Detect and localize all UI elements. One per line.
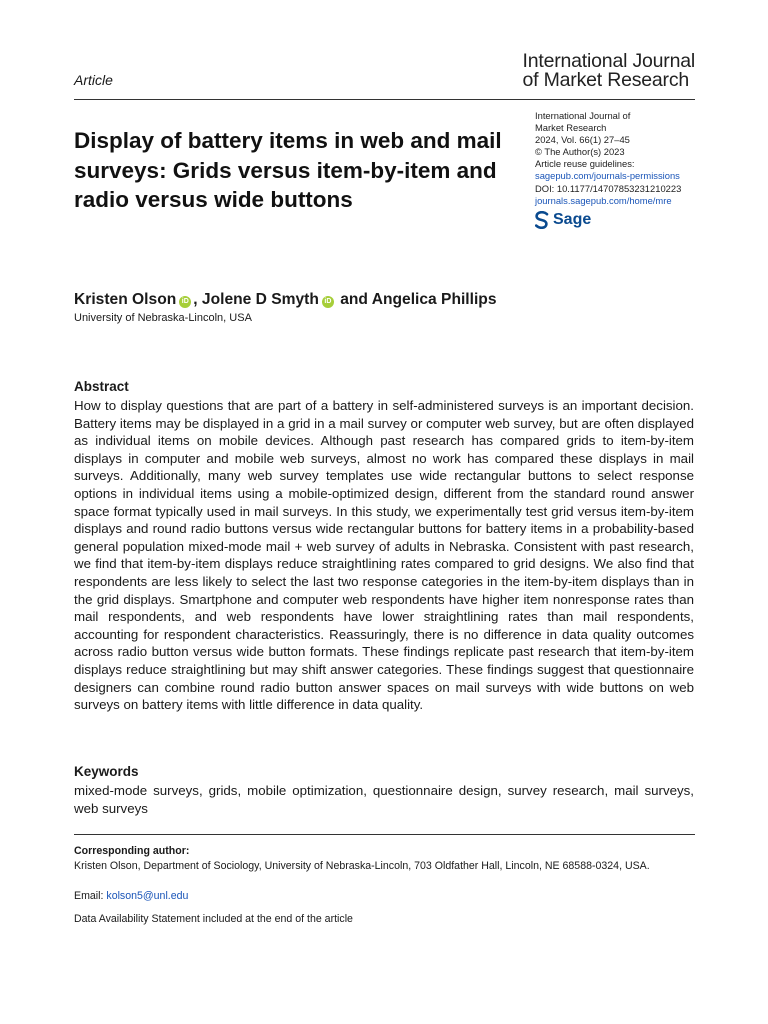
email-label: Email: [74, 890, 107, 902]
author-name: Angelica Phillips [371, 291, 497, 308]
header-divider [74, 99, 695, 100]
article-metadata [535, 110, 715, 229]
abstract-heading: Abstract [74, 379, 129, 394]
author-name: Kristen Olson [74, 291, 177, 308]
meta-copyright: © The Author(s) 2023 [535, 146, 625, 158]
meta-reuse-label: Article reuse guidelines: [535, 158, 635, 170]
meta-doi: DOI: 10.1177/14707853231210223 [535, 182, 682, 194]
author-separator: , [193, 291, 202, 308]
article-title: Display of battery items in web and mail surveys: Grids versus item-by-item and radio versus wide buttons [74, 128, 502, 212]
meta-journal-line1: International Journal of [535, 110, 631, 121]
email-link[interactable]: kolson5@unl.edu [106, 890, 189, 902]
orcid-icon[interactable]: iD [322, 296, 334, 308]
author-separator: and [335, 291, 372, 308]
data-availability-statement: Data Availability Statement included at the end of the article [74, 913, 353, 925]
corresponding-author-label: Corresponding author: [74, 845, 190, 857]
meta-volume: 2024, Vol. 66(1) 27–45 [535, 134, 630, 146]
reuse-permissions-link[interactable]: sagepub.com/journals-permissions [535, 170, 680, 182]
corresponding-author-address: Kristen Olson, Department of Sociology, University of Nebraska-Lincoln, 703 Oldfather Hall, Lincoln, NE 68588-0324, USA. [74, 860, 650, 872]
journal-home-link[interactable]: journals.sagepub.com/home/mre [535, 194, 672, 206]
abstract-text: How to display questions that are part of a battery in self-administered surveys is an important decision. Battery items may be displayed in a grid in a mail survey or computer web survey, but are often displayed as individual items on mobile devices. Although past research has compared grids to item-by-item displays in computer and mobile web surveys, almost no work has compared these displays in mail surveys. Additionally, many web survey templates use wide rectangular buttons to select response options in individual items using a mobile-optimized design, different from the standard round answer space format typically used in mail surveys. In this study, we experimentally test grid versus item-by-item displays and round radio buttons versus wide rectangular buttons for battery items in a probability-based general population mixed-mode mail + web survey of adults in Nebraska. Consistent with past research, we find that item-by-item displays reduce straightlining rates compared to grid designs. We also find that respondents are less likely to select the last two response categories in the item-by-item displays than in the grid displays. Smartphone and computer web respondents have higher item nonresponse rates than mail respondents, and web respondents have lower straightlining rates than mail respondents, accounting for respondent characteristics. Reassuringly, there is no difference in data quality outcomes across radio button versus wide button formats. These findings replicate past research that item-by-item displays reduce straightlining but may shift answer categories. These findings suggest that questionnaire designers can combine round radio button answer spaces on mail surveys with wide buttons on web surveys on battery items with little difference in data quality. [74, 398, 694, 713]
meta-journal-line2: Market Research [535, 122, 607, 134]
keywords-text: mixed-mode surveys, grids, mobile optimization, questionnaire design, survey research, mail surveys, web surveys [74, 783, 694, 816]
author-affiliation: University of Nebraska-Lincoln, USA [74, 312, 252, 324]
journal-logo-line2: of Market Research [522, 69, 690, 91]
author-name: Jolene D Smyth [201, 291, 319, 308]
publisher-name: Sage [553, 210, 592, 228]
sage-s-icon [535, 211, 549, 229]
author-list [74, 291, 497, 309]
journal-logo-line1: International Journal [522, 50, 695, 72]
corresponding-author-email [74, 889, 694, 904]
footnote-divider [74, 834, 695, 835]
article-type-label: Article [74, 72, 113, 88]
publisher-logo [535, 211, 715, 229]
keywords-heading: Keywords [74, 764, 139, 779]
orcid-icon[interactable]: iD [179, 296, 191, 308]
journal-logo [523, 52, 696, 90]
